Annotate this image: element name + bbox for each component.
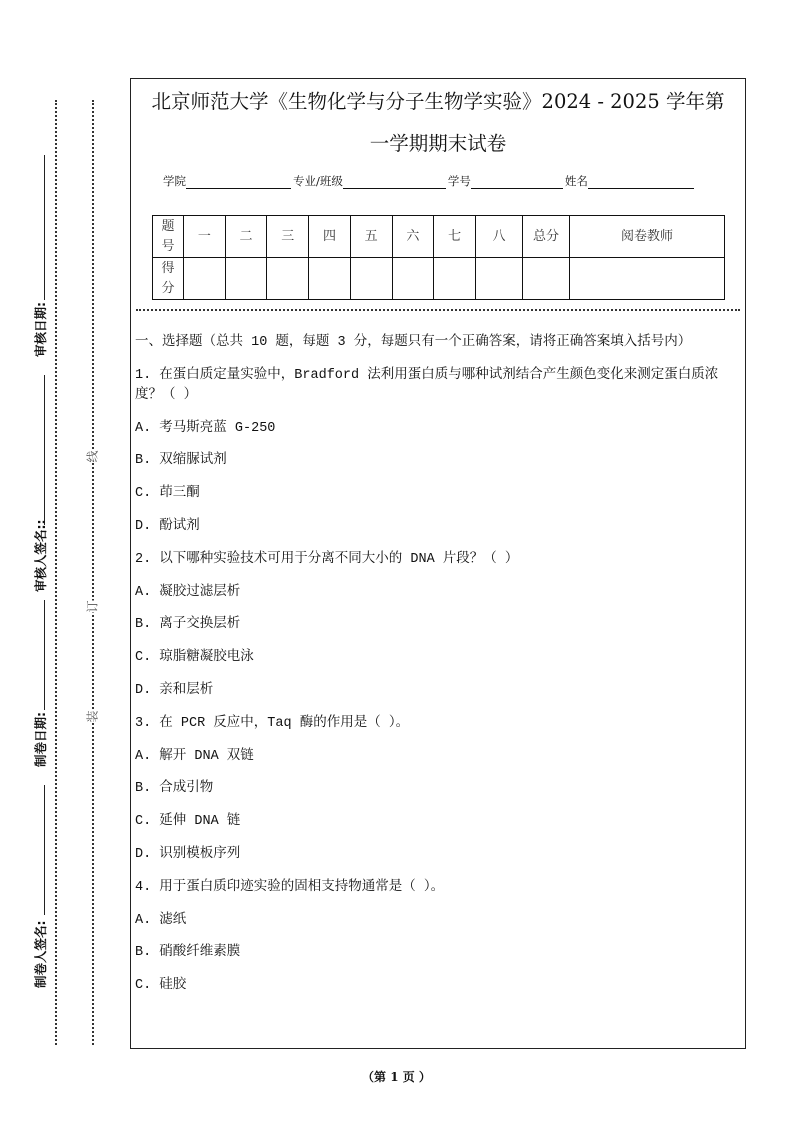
review-date-label: 审核日期: (33, 302, 48, 357)
answer-option: A. 凝胶过滤层析 (135, 584, 241, 600)
col-1: 一 (184, 216, 226, 258)
answer-option: D. 亲和层析 (135, 682, 214, 698)
col-5: 五 (350, 216, 392, 258)
answer-option: D. 酚试剂 (135, 518, 200, 534)
review-date-underline (44, 155, 45, 300)
col-grader: 阅卷教师 (570, 216, 725, 258)
answer-option: A. 滤纸 (135, 912, 187, 928)
name-field[interactable] (588, 176, 694, 189)
compile-date-label: 制卷日期: (33, 712, 48, 767)
score-cell[interactable] (570, 258, 725, 300)
binding-char-line: 线 (82, 450, 103, 462)
binding-char-bind: 装 (82, 710, 103, 722)
header-label-cell: 题号 (153, 216, 184, 258)
answer-option: B. 双缩脲试剂 (135, 453, 227, 469)
answer-option: A. 解开 DNA 双链 (135, 748, 254, 764)
question-text: 2. 以下哪种实验技术可用于分离不同大小的 DNA 片段？（ ） (135, 551, 519, 567)
reviewer-signature-underline (44, 375, 45, 525)
col-2: 二 (225, 216, 267, 258)
compiler-signature-label: 制卷人签名: (33, 920, 48, 988)
student-id-field[interactable] (471, 176, 563, 189)
name-label: 姓名 (564, 174, 588, 188)
section-heading: 一、选择题（总共 10 题，每题 3 分，每题只有一个正确答案，请将正确答案填入括号内） (135, 335, 692, 350)
score-cell[interactable] (434, 258, 476, 300)
exam-title-line2: 一学期期末试卷 (369, 132, 507, 155)
student-id-label: 学号 (447, 174, 471, 188)
answer-option: B. 合成引物 (135, 781, 214, 797)
score-cell[interactable] (392, 258, 434, 300)
col-3: 三 (267, 216, 309, 258)
divider-dotted (136, 309, 740, 311)
score-cell[interactable] (225, 258, 267, 300)
question-number-row (153, 216, 725, 258)
answer-option: C. 延伸 DNA 链 (135, 814, 241, 830)
page-number: （第 1 页 ） (362, 1070, 431, 1084)
score-row (153, 258, 725, 300)
binding-dotted-line-outer (55, 100, 57, 1045)
college-label: 学院 (163, 174, 186, 188)
score-cell[interactable] (523, 258, 570, 300)
major-class-field[interactable] (343, 176, 446, 189)
col-7: 七 (434, 216, 476, 258)
answer-option: C. 茚三酮 (135, 486, 200, 502)
col-4: 四 (309, 216, 351, 258)
reviewer-signature-label: 审核人签名:: (33, 519, 48, 592)
answer-option: C. 琼脂糖凝胶电泳 (135, 650, 254, 666)
col-total: 总分 (523, 216, 570, 258)
compiler-signature-underline (44, 785, 45, 915)
score-cell[interactable] (350, 258, 392, 300)
binding-char-staple: 订 (82, 600, 103, 612)
answer-option: B. 硝酸纤维素膜 (135, 945, 241, 961)
question-text: 1. 在蛋白质定量实验中，Bradford 法利用蛋白质与哪种试剂结合产生颜色变化来测定蛋白质浓度？（ ） (135, 367, 719, 403)
student-info-row (163, 173, 696, 189)
col-6: 六 (392, 216, 434, 258)
question-text: 4. 用于蛋白质印迹实验的固相支持物通常是（ ）。 (135, 879, 445, 895)
major-class-label: 专业/班级 (293, 174, 343, 188)
score-cell[interactable] (267, 258, 309, 300)
binding-dotted-line-inner (92, 100, 94, 1045)
score-cell[interactable] (309, 258, 351, 300)
score-label-cell: 得分 (153, 258, 184, 300)
answer-option: C. 硅胶 (135, 978, 187, 994)
college-field[interactable] (186, 176, 291, 189)
answer-option: B. 离子交换层析 (135, 617, 241, 633)
compile-date-underline (44, 600, 45, 710)
score-cell[interactable] (184, 258, 226, 300)
exam-title-line1: 北京师范大学《生物化学与分子生物学实验》2024 - 2025 学年第 (151, 90, 725, 113)
score-cell[interactable] (476, 258, 523, 300)
score-table (152, 215, 725, 300)
answer-option: D. 识别模板序列 (135, 846, 241, 862)
question-text: 3. 在 PCR 反应中，Taq 酶的作用是（ ）。 (135, 715, 410, 731)
answer-option: A. 考马斯亮蓝 G-250 (135, 420, 276, 436)
exam-content (135, 333, 740, 1009)
col-8: 八 (476, 216, 523, 258)
